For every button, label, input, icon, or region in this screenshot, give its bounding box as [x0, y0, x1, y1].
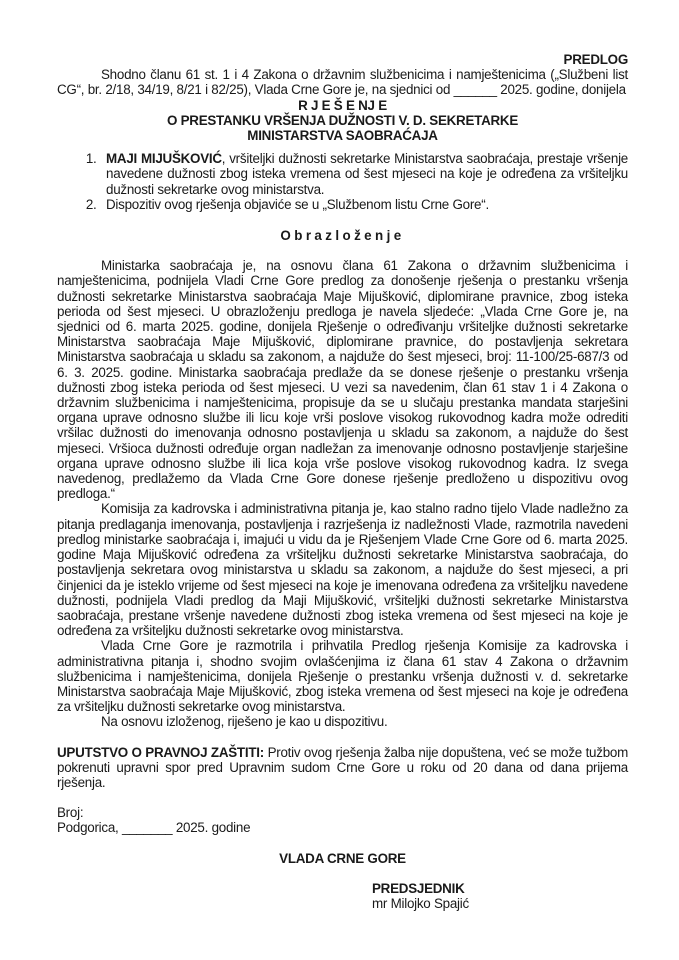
proposal-mark: PREDLOG — [563, 52, 628, 67]
legal-remedy-label: UPUTSTVO O PRAVNOJ ZAŠTITI: — [57, 744, 264, 760]
dispositive-item — [100, 197, 628, 212]
legal-remedy-text: Protiv ovog rješenja žalba nije dopuštena, već se može tužbom pokrenuti upravni spor pred Upravnim sudom Crne Gore u roku od 20 dana od dana prijema rješenja. — [57, 744, 628, 790]
decision-title — [57, 98, 628, 144]
dispositive-item-text: , vršiteljki dužnosti sekretarke Ministarstva saobraćaja, prestaje vršenje navedene dužnosti zbog isteka vremena od šest mjeseci na koje je određena za vršiteljku dužnosti sekretarke ovog ministarstva. — [106, 151, 628, 197]
government-name: VLADA CRNE GORE — [279, 850, 406, 866]
dispositive-list — [57, 151, 628, 212]
spacer — [57, 730, 628, 745]
title-line-1: R J E Š E NJ E — [298, 97, 387, 113]
title-line-3: MINISTARSTVA SAOBRAĆAJA — [247, 128, 438, 144]
preamble: Shodno članu 61 st. 1 i 4 Zakona o državnim službenicima i namještenicima („Službeni list CG“, br. 2/18, 34/19, 8/21 i 82/25), Vlada Crne Gore je, na sjednici od ______ 2025. godine, donijela — [57, 67, 628, 98]
dispositive-item-text: Dispozitiv ovog rješenja objaviće se u „Službenom listu Crne Gore“. — [106, 196, 489, 212]
legal-remedy — [57, 745, 628, 791]
reasoning-paragraph: Ministarka saobraćaja je, na osnovu člana 61 Zakona o državnim službenicima i namještenicima, podnijela Vladi Crne Gore predlog za donošenje rješenja o prestanku vršenja dužnosti sekretarke Ministarstva saobraćaja Maje Mijušković, diplomirane pravnice, zbog isteka perioda od šest mjeseci. U obrazloženju predloga je navela sljedeće: „Vlada Crne Gore je, na sjednici od 6. marta 2025. godine, donijela Rješenje o određivanju vršiteljke dužnosti sekretarke Ministarstva saobraćaja Maje Mijušković, diplomirane pravnice, do postavljenja sekretara Ministarstva saobraćaja u skladu sa zakonom, a najduže do šest mjeseci, broj: 11-100/25-687/3 od 6. 3. 2025. godine. Ministarka saobraćaja predlaže da se donese rješenje o prestanku vršenja dužnosti zbog isteka perioda od šest mjeseci. U vezi sa navedenim, član 61 stav 1 i 4 Zakona o državnim službenicima i namještenicima, propisuje da se u slučaju prestanka mandata starješini organa uprave odnosno službe ili licu koje vrši poslove visokog rukovodnog kadra može odrediti vršilac dužnosti do imenovanja odnosno postavljenja u skladu sa zakonom, a najduže do šest mjeseci. Vršioca dužnosti određuje organ nadležan za imenovanje odnosno postavljenje starješine organa uprave odnosno službe ili lica koja vrše poslove visokog rukovodnog kadra. Iz svega navedenog, predlažemo da Vlada Crne Gore donese rješenje predloženo u dispozitivu ovog predloga.“ — [57, 258, 628, 502]
dispositive-item-name: MAJI MIJUŠKOVIĆ — [106, 151, 222, 167]
reasoning-paragraph: Komisija za kadrovska i administrativna pitanja je, kao stalno radno tijelo Vlade nadležno za pitanja predlaganja imenovanja, postavljenja i razrješenja iz nadležnosti Vlade, razmotrila navedeni predlog ministarke saobraćaja i, imajući u vidu da je Rješenjem Vlade Crne Gore od 6. marta 2025. godine Maja Mijušković određena za vršiteljku dužnosti sekretarke Ministarstva saobraćaja, do postavljenja sekretara ovog ministarstva u skladu sa zakonom, a najduže do šest mjeseci, a pri činjenici da je isteklo vrijeme od šest mjeseci na koje je imenovana određena za vršiteljku navedene dužnosti, podnijela Vladi predlog da Maji Mijušković, vršiteljki dužnosti sekretarke Ministarstva saobraćaja, prestane vršenje navedene dužnosti zbog isteka vremena od šest mjeseci na koje je određena za vršiteljku dužnosti sekretarke ovog ministarstva. — [57, 501, 628, 639]
number-label: Broj: — [57, 805, 84, 821]
signatory-name: mr Milojko Spajić — [372, 895, 469, 911]
reasoning-body — [57, 258, 628, 729]
spacer — [57, 790, 628, 805]
reasoning-paragraph: Vlada Crne Gore je razmotrila i prihvatila Predlog rješenja Komisije za kadrovska i administrativna pitanja i, shodno svojim ovlašćenjima iz člana 61 stav 4 Zakona o državnim službenicima i namještenicima, donijela Rješenje o prestanku vršenja dužnosti v. d. sekretarke Ministarstva saobraćaja Maje Mijušković, zbog isteka vremena od šest mjeseci na koje je određena za vršiteljku dužnosti sekretarke ovog ministarstva. — [57, 638, 628, 715]
reasoning-paragraph: Na osnovu izloženog, riješeno je kao u dispozitivu. — [101, 714, 388, 730]
place-date: Podgorica, _______ 2025. godine — [57, 820, 251, 836]
reasoning-heading: Obrazloženje — [280, 228, 405, 244]
signatory-title: PREDSJEDNIK — [372, 880, 465, 896]
title-line-2: O PRESTANKU VRŠENJA DUŽNOSTI V. D. SEKRETARKE — [166, 112, 519, 128]
signature-block — [372, 881, 628, 911]
dispositive-item — [100, 151, 628, 197]
